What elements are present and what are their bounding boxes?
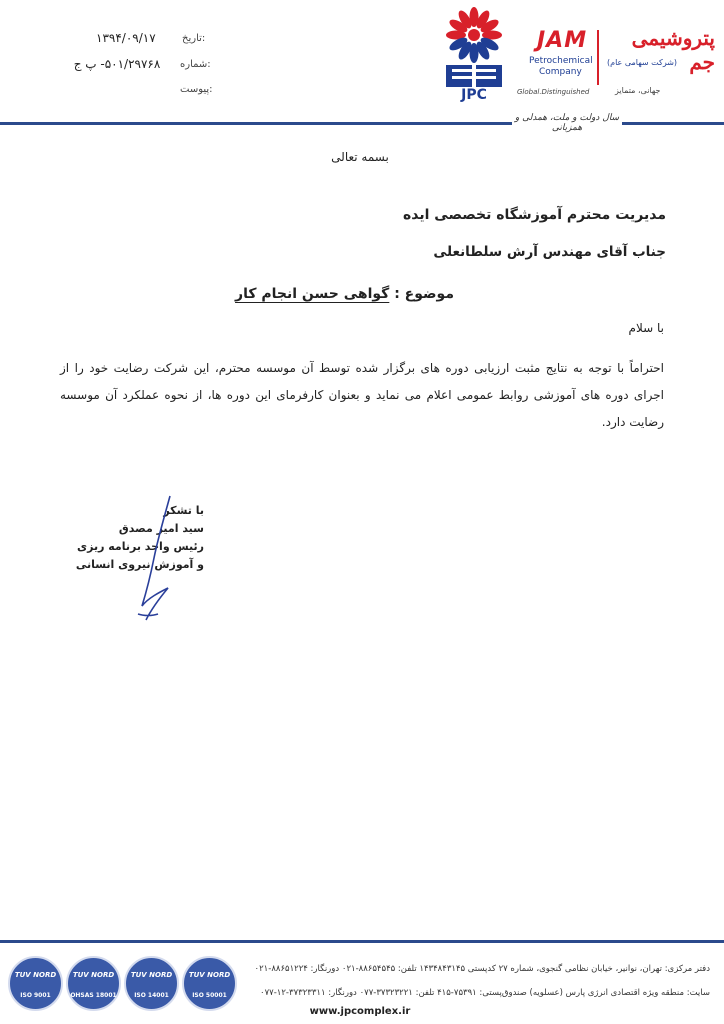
number-label: شماره: — [180, 59, 211, 70]
cert-brand: TUV NORD — [188, 971, 231, 979]
cert-label: ISO 9001 — [20, 992, 51, 999]
certification-seal — [66, 956, 121, 1011]
footer-divider — [0, 940, 724, 943]
signer-title-2: و آموزش نیروی انسانی — [75, 558, 204, 571]
cert-brand: TUV NORD — [14, 971, 57, 979]
handwritten-signature — [128, 488, 188, 628]
greeting: با سلام — [628, 321, 664, 335]
certification-seal — [8, 956, 63, 1011]
jam-logo-tagline: Global.Distinguished — [517, 88, 590, 96]
certification-seal — [182, 956, 237, 1011]
certification-seal — [124, 956, 179, 1011]
jam-logo-line2: Company — [539, 67, 582, 77]
year-slogan: سال دولت و ملت، همدلی و همزبانی — [512, 113, 622, 133]
closing-line: با تشکر — [163, 504, 204, 517]
subject-value: گواهی حسن انجام کار — [235, 286, 390, 302]
date-value: ۱۳۹۴/۰۹/۱۷ — [96, 31, 156, 45]
subject-label: موضوع : — [394, 286, 454, 302]
jpc-logo — [438, 5, 510, 105]
cert-label: ISO 50001 — [192, 992, 227, 999]
jam-logo-text: JAM — [537, 28, 588, 53]
jam-persian-tag: جهانی، متمایز — [615, 86, 661, 95]
cert-label: ISO 14001 — [134, 992, 169, 999]
office-address: دفتر مرکزی: تهران، نوانیر، خیابان نظامی گنجوی، شماره ۲۷ کدپستی ۱۴۳۴۸۴۳۱۴۵ تلفن: ۸۸۶۵۴۵۴۵-۰۲۱ دورنگار: ۸۸۶۵۱۲۲۴-۰۲۱ — [254, 964, 710, 974]
jam-logo-line1: Petrochemical — [529, 56, 593, 66]
jam-persian-name: پتروشیمی جم — [631, 26, 715, 74]
cert-brand: TUV NORD — [130, 971, 173, 979]
signer-title-1: رئیس واحد برنامه ریزی — [77, 540, 204, 553]
letter-body: احتراماً با توجه به نتایج مثبت ارزیابی دوره های برگزار شده توسط آن موسسه محترم، این شرکت رضایت خود را از اجرای دوره های آموزشی روابط عمومی اعلام می نماید و بعنوان کارفرمای این دوره ها، از نحوه عملکرد آن موسسه رضایت دارد. — [60, 361, 664, 429]
date-label: تاریخ: — [182, 33, 206, 44]
recipient-line-1: مدیریت محترم آموزشگاه تخصصی ایده — [403, 207, 666, 223]
jpc-logo-text: JPC — [461, 87, 487, 103]
jam-persian-sub: (شرکت سهامی عام) — [607, 58, 678, 67]
site-address: سایت: منطقه ویژه اقتصادی انرژی پارس (عسلویه) صندوق‌پستی: ۷۵۳۹۱-۴۱۵ تلفن: ۳۷۳۲۳۲۲۱-۰۷۷ دورنگار: ۳۷۳۲۳۳۱۱-۱۲-۰۷۷ — [260, 988, 710, 998]
jam-petrochemical-logo — [515, 20, 715, 102]
subject — [235, 286, 454, 302]
attachment-label: پیوست: — [180, 84, 213, 95]
website-link[interactable]: www.jpcomplex.ir — [309, 1006, 411, 1017]
number-value: ۵۰۱/۲۹۷۶۸- پ ج — [73, 57, 161, 71]
cert-label: OHSAS 18001 — [70, 992, 117, 999]
basmala: بسمه تعالی — [331, 150, 389, 164]
recipient-line-2: جناب آقای مهندس آرش سلطانعلی — [433, 244, 666, 260]
cert-brand: TUV NORD — [72, 971, 115, 979]
signer-name: سید امیر مصدق — [118, 522, 204, 535]
